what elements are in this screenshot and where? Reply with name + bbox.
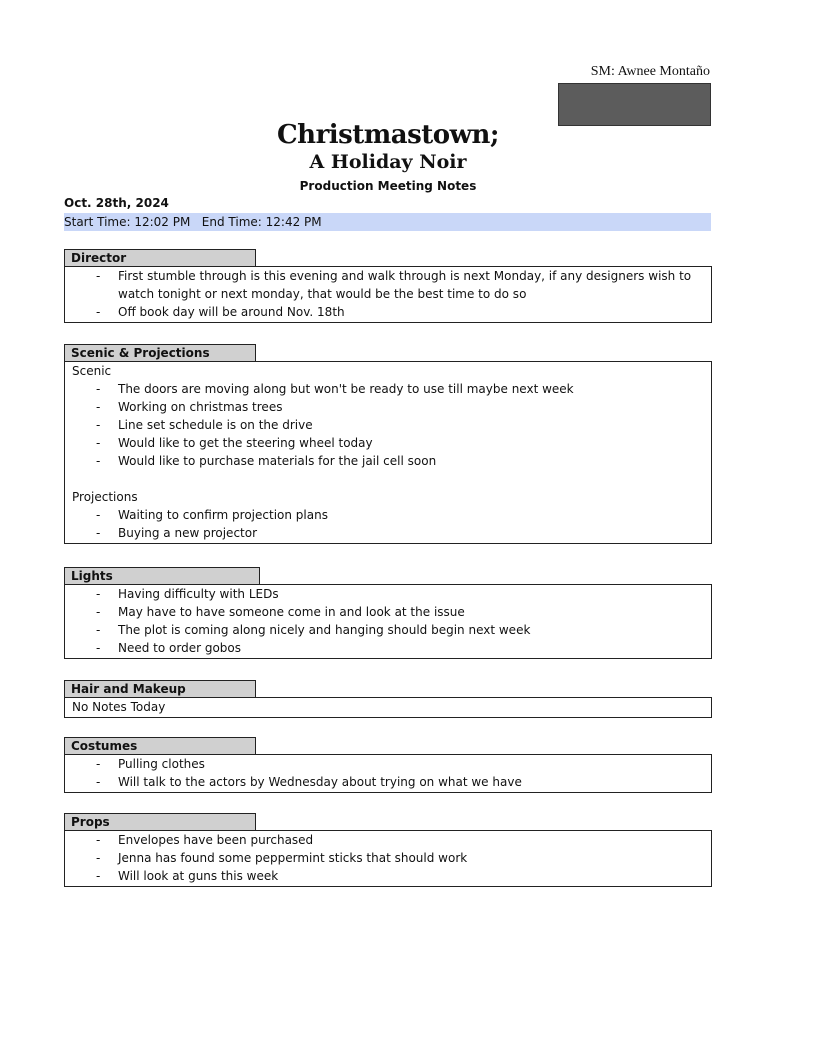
section-props [64,813,712,887]
section-tab-lights: Lights [64,567,260,584]
list-item: - Off book day will be around Nov. 18th [65,303,711,321]
subsection-label-projections: Projections [72,490,138,504]
section-tab-hair: Hair and Makeup [64,680,256,697]
list-item: - Buying a new projector [65,524,711,542]
section-tab-costumes: Costumes [64,737,256,754]
list-item: - Would like to purchase materials for the jail cell soon [65,452,711,470]
section-scenic-projections [64,344,712,544]
list-item: - May have to have someone come in and look at the issue [65,603,711,621]
list-item: - Waiting to confirm projection plans [65,506,711,524]
props-notes-list [65,831,711,885]
section-body-hair [64,697,712,718]
section-body-lights [64,584,712,659]
list-item: - The doors are moving along but won't be ready to use till maybe next week [65,380,711,398]
section-tab-props: Props [64,813,256,830]
scenic-notes-list [65,380,711,470]
list-item: - Jenna has found some peppermint sticks that should work [65,849,711,867]
section-body-costumes [64,754,712,793]
spacer [65,470,711,488]
section-lights [64,567,712,659]
director-notes-list [65,267,711,321]
no-notes-text: No Notes Today [72,700,166,714]
list-item: - First stumble through is this evening and walk through is next Monday, if any designers wish to watch tonight or next monday, that would be the best time to do so [65,267,711,303]
section-tab-director: Director [64,249,256,266]
subsection-label-scenic: Scenic [72,364,112,378]
section-hair-makeup [64,680,712,718]
section-tab-scenic: Scenic & Projections [64,344,256,361]
document-type: Production Meeting Notes [299,179,477,193]
list-item: - Pulling clothes [65,755,711,773]
list-item: - Would like to get the steering wheel today [65,434,711,452]
section-body-scenic [64,361,712,544]
list-item: - Working on christmas trees [65,398,711,416]
list-item: - Need to order gobos [65,639,711,657]
list-item: - Envelopes have been purchased [65,831,711,849]
stage-manager-label: SM: Awnee Montaño [590,64,710,79]
section-body-props [64,830,712,887]
costumes-notes-list [65,755,711,791]
list-item: - Will look at guns this week [65,867,711,885]
list-item: - Line set schedule is on the drive [65,416,711,434]
lights-notes-list [65,585,711,657]
show-subtitle: A Holiday Noir [309,151,467,173]
section-body-director [64,266,712,323]
show-title: Christmastown; [276,120,500,150]
section-director [64,249,712,323]
list-item: - Will talk to the actors by Wednesday about trying on what we have [65,773,711,791]
projections-notes-list [65,506,711,542]
meeting-date: Oct. 28th, 2024 [64,196,169,210]
list-item: - Having difficulty with LEDs [65,585,711,603]
list-item: - The plot is coming along nicely and hanging should begin next week [65,621,711,639]
section-costumes [64,737,712,793]
meeting-time-bar: Start Time: 12:02 PM End Time: 12:42 PM [64,213,711,231]
